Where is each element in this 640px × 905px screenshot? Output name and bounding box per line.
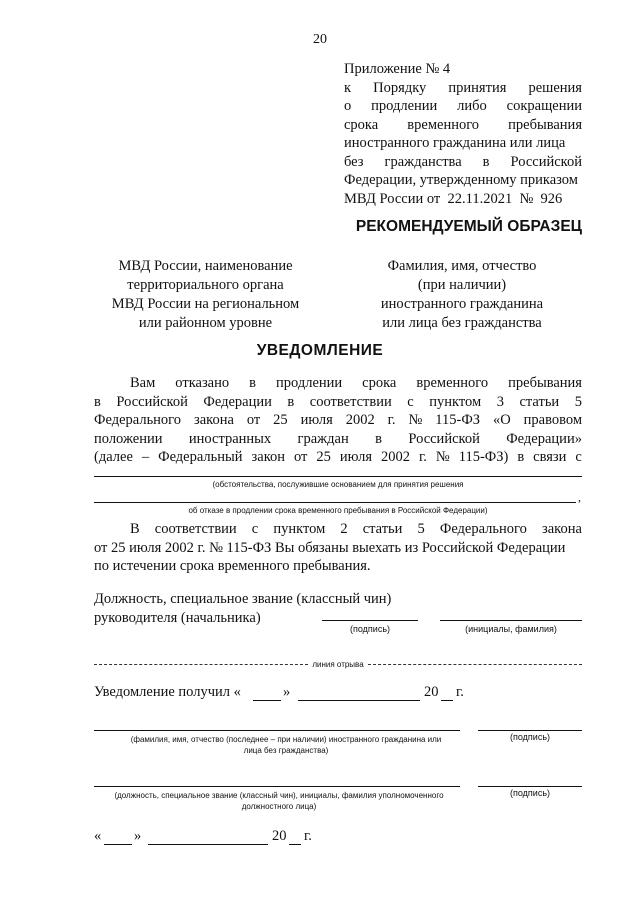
paragraph-line: в Российской Федерации в соответствии с пунктом 3 статьи 5: [94, 393, 582, 410]
initials-fill-line[interactable]: [440, 620, 582, 621]
appendix-line: Приложение № 4: [344, 61, 451, 77]
appendix-line: о продлении либо сокращении: [344, 98, 582, 114]
refusal-caption: об отказе в продлении срока временного пребывания в Российской Федерации): [188, 506, 488, 515]
signatory-line: руководителя (начальника): [94, 610, 261, 626]
appendix-line: МВД России от 22.11.2021 № 926: [344, 190, 563, 207]
paragraph-line: Федерального закона от 25 июля 2002 г. № 115-ФЗ «О правовом: [94, 412, 582, 428]
received-year-prefix: 20: [424, 684, 439, 700]
tear-dash-left: [94, 664, 308, 665]
sample-label: РЕКОМЕНДУЕМЫЙ ОБРАЗЕЦ: [355, 218, 582, 235]
addressee-line: (при наличии): [417, 277, 507, 293]
foreigner-signature-caption: (подпись): [509, 732, 551, 742]
date-day-field[interactable]: [104, 844, 132, 845]
addressee-line: Фамилия, имя, отчество: [387, 258, 537, 274]
addressee-line: или лица без гражданства: [382, 315, 542, 331]
initials-caption: (инициалы, фамилия): [465, 624, 557, 634]
paragraph-line: от 25 июля 2002 г. № 115-ФЗ Вы обязаны выехать из Российской Федерации: [94, 539, 566, 556]
page-number: 20: [313, 32, 327, 47]
org-line: МВД России, наименование: [118, 258, 293, 274]
refusal-fill-line[interactable]: [94, 502, 576, 503]
issuing-organization-block: [88, 257, 323, 333]
official-caption: (должность, специальное звание (классный чин), инициалы, фамилия уполномоченного должностного лица): [114, 791, 444, 811]
circumstances-fill-line[interactable]: [94, 476, 582, 477]
tear-line: [94, 660, 582, 669]
departure-paragraph: [94, 520, 582, 576]
date-year-suffix: г.: [304, 828, 312, 844]
received-close-quote: »: [283, 684, 291, 700]
date-year-prefix: 20: [272, 828, 287, 844]
paragraph-line: по истечении срока временного пребывания.: [94, 558, 371, 574]
paragraph-line: Вам отказано в продлении срока временного пребывания: [130, 375, 582, 391]
tear-dash-right: [368, 664, 582, 665]
date-year-field[interactable]: [289, 844, 301, 845]
appendix-line: Федерации, утвержденному приказом: [344, 172, 578, 188]
foreigner-caption: (фамилия, имя, отчество (последнее – при наличии) иностранного гражданина или лица без гражданства): [130, 735, 442, 755]
received-year-field[interactable]: [441, 700, 453, 701]
official-signature-fill-line[interactable]: [478, 786, 582, 787]
paragraph-line: В соответствии с пунктом 2 статьи 5 Федерального закона: [130, 521, 582, 537]
circumstances-caption: (обстоятельства, послужившие основанием для принятия решения: [212, 480, 464, 489]
org-line: территориального органа: [127, 277, 284, 293]
appendix-line: без гражданства в Российской: [344, 153, 582, 170]
line-end-comma: ,: [578, 490, 581, 504]
official-signature-caption: (подпись): [509, 788, 551, 798]
date-month-field[interactable]: [148, 844, 268, 845]
notice-title: УВЕДОМЛЕНИЕ: [256, 342, 384, 359]
addressee-block: [362, 257, 562, 333]
official-fill-line[interactable]: [94, 786, 460, 787]
received-month-field[interactable]: [298, 700, 420, 701]
org-line: МВД России на региональном: [111, 296, 300, 312]
signature-fill-line[interactable]: [322, 620, 418, 621]
received-label: Уведомление получил «: [94, 684, 241, 700]
tear-line-label: линия отрыва: [312, 660, 364, 669]
signatory-line: Должность, специальное звание (классный чин): [94, 591, 392, 607]
date-open-quote: «: [94, 828, 102, 844]
foreigner-signature-fill-line[interactable]: [478, 730, 582, 731]
received-year-suffix: г.: [456, 684, 464, 700]
appendix-line: к Порядку принятия решения: [344, 79, 582, 96]
appendix-line: срока временного пребывания: [344, 116, 582, 133]
signature-caption: (подпись): [349, 624, 391, 634]
appendix-header: [344, 60, 582, 208]
refusal-paragraph: [94, 374, 582, 467]
paragraph-line: положении иностранных граждан в Российской Федерации»: [94, 430, 582, 447]
appendix-line: иностранного гражданина или лица: [344, 135, 566, 151]
paragraph-line: (далее – Федеральный закон от 25 июля 2002 г. № 115-ФЗ) в связи с: [94, 449, 582, 465]
date-close-quote: »: [134, 828, 142, 844]
signatory-title: [94, 590, 582, 628]
foreigner-name-fill-line[interactable]: [94, 730, 460, 731]
received-day-field[interactable]: [253, 700, 281, 701]
org-line: или районном уровне: [138, 315, 273, 331]
addressee-line: иностранного гражданина: [380, 296, 544, 312]
